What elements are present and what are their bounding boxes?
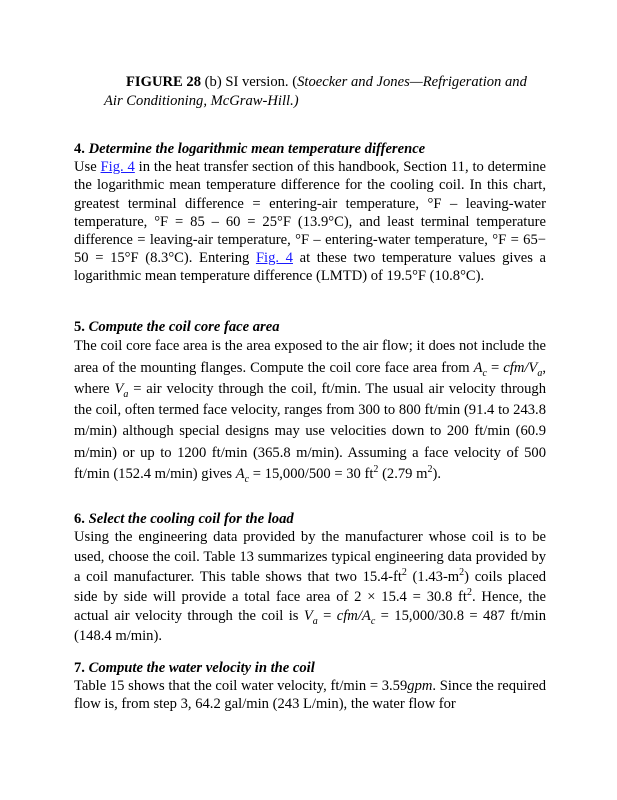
step-4-text-1: Use [74,159,101,176]
step-7-section [74,659,546,714]
gpm-symbol: gpm [407,678,433,695]
cfm-symbol: cfm [503,359,525,376]
step-5-heading [74,318,546,336]
step-5-section [74,318,546,485]
ac-symbol-3: A [361,608,371,625]
step-6-number: 6. [74,511,89,527]
step-6-body [74,528,546,647]
step-4-number: 4. [74,141,89,157]
step-5-body [74,336,546,485]
step-7-body [74,677,546,713]
figure-label: FIGURE 28 [126,74,201,90]
ac-subscript-3: c [370,616,376,628]
step-7-heading [74,659,546,677]
step-6-title: Select the cooling coil for the load [88,511,294,527]
va-subscript: a [537,367,543,379]
va-symbol-3: V [303,608,313,625]
step-5-text-2: , where [74,359,546,397]
fig-4-link-2[interactable]: Fig. 4 [255,250,293,267]
step-4-title: Determine the logarithmic mean temperature difference [88,141,426,157]
ac-subscript: c [482,367,487,379]
ac-subscript-2: c [244,473,250,485]
va-subscript-2: a [123,388,129,400]
step-6-text-4: . Hence, the actual air velocity through the coil is [74,588,546,625]
step-5-text-1: The coil core face area is the area exposed to the air flow; it does not include the area of the mounting flanges. Compute the coil core face area from [74,338,546,376]
step-4-text-3: at these two temperature values gives a logarithmic mean temperature difference (LMTD) of 19.5°F (10.8°C). [74,250,547,285]
step-4-text-2: in the heat transfer section of this handbook, Section 11, to determine the logarithmic mean temperature difference for the cooling coil. In this chart, greatest terminal difference = entering-air temperature, °F – leaving-water temperature, °F = 85 – 60 = 25°F (13.9°C), and least terminal temperature difference = leaving-air temperature, °F – entering-water temperature, °F = 65− 50 = 15°F (8.3°C). Entering [74,159,546,267]
superscript-2b: 2 [427,464,433,476]
superscript-2e: 2 [466,586,472,598]
step-6-heading [74,510,546,528]
figure-version: SI version. ( [221,74,298,90]
figure-part: (b) [204,74,222,90]
figure-source: Stoecker and Jones—Refrigeration and Air Conditioning, McGraw-Hill.) [104,74,527,109]
step-7-number: 7. [74,660,89,676]
step-4-body [74,158,546,285]
step-5-title: Compute the coil core face area [88,319,280,335]
step-5-text-3: = air velocity through the coil, ft/min. The usual air velocity through the coil, often termed face velocity, ranges from 300 to 800 ft/min (91.4 to 243.8 m/min) although special designs may use velocities down to 200 ft/min (60.9 m/min) or up to 1200 ft/min (365.8 m/min). Assuming a face velocity of 500 ft/min (152.4 m/min) gives [74,380,546,482]
step-5-text-5: (2.79 m [378,465,428,482]
step-4-heading [74,140,546,158]
step-4-section [74,140,546,286]
slash-symbol-2: / [357,608,362,625]
va-symbol-2: V [114,380,124,397]
step-7-text-2: . Since the required flow is, from step 3, 64.2 gal/min (243 L/min), the water flow for [74,678,546,713]
step-7-title: Compute the water velocity in the coil [88,660,315,676]
cfm-symbol-2: cfm [336,608,358,625]
equals-2: = [317,608,337,625]
step-6-text-5: = 15,000/30.8 = 487 ft/min (148.4 m/min). [74,608,546,645]
figure-caption [104,73,546,110]
step-5-number: 5. [74,319,89,335]
step-6-text-3: ) coils placed side by side will provide a total face area of 2 × 15.4 = 30.8 ft [74,568,546,605]
step-7-text-1: Table 15 shows that the coil water velocity, ft/min = 3.59 [74,678,408,695]
superscript-2c: 2 [401,566,407,578]
step-6-text-2: (1.43-m [406,568,460,585]
superscript-2d: 2 [459,566,465,578]
step-5-text-4: = 15,000/500 = 30 ft [249,465,374,482]
va-symbol: V [528,359,538,376]
step-6-section [74,510,546,647]
superscript-2: 2 [373,464,379,476]
fig-4-link[interactable]: Fig. 4 [100,159,135,176]
equals-1: = [486,359,504,376]
ac-symbol-2: A [235,465,245,482]
step-6-text-1: Using the engineering data provided by the manufacturer whose coil is to be used, choose the coil. Table 13 summarizes typical engineering data provided by a coil manufacturer. This table shows that two 15.4-ft [74,529,546,585]
va-subscript-3: a [312,616,318,628]
ac-symbol: A [473,359,483,376]
step-5-text-6: ). [432,465,441,482]
slash-symbol: / [524,359,529,376]
